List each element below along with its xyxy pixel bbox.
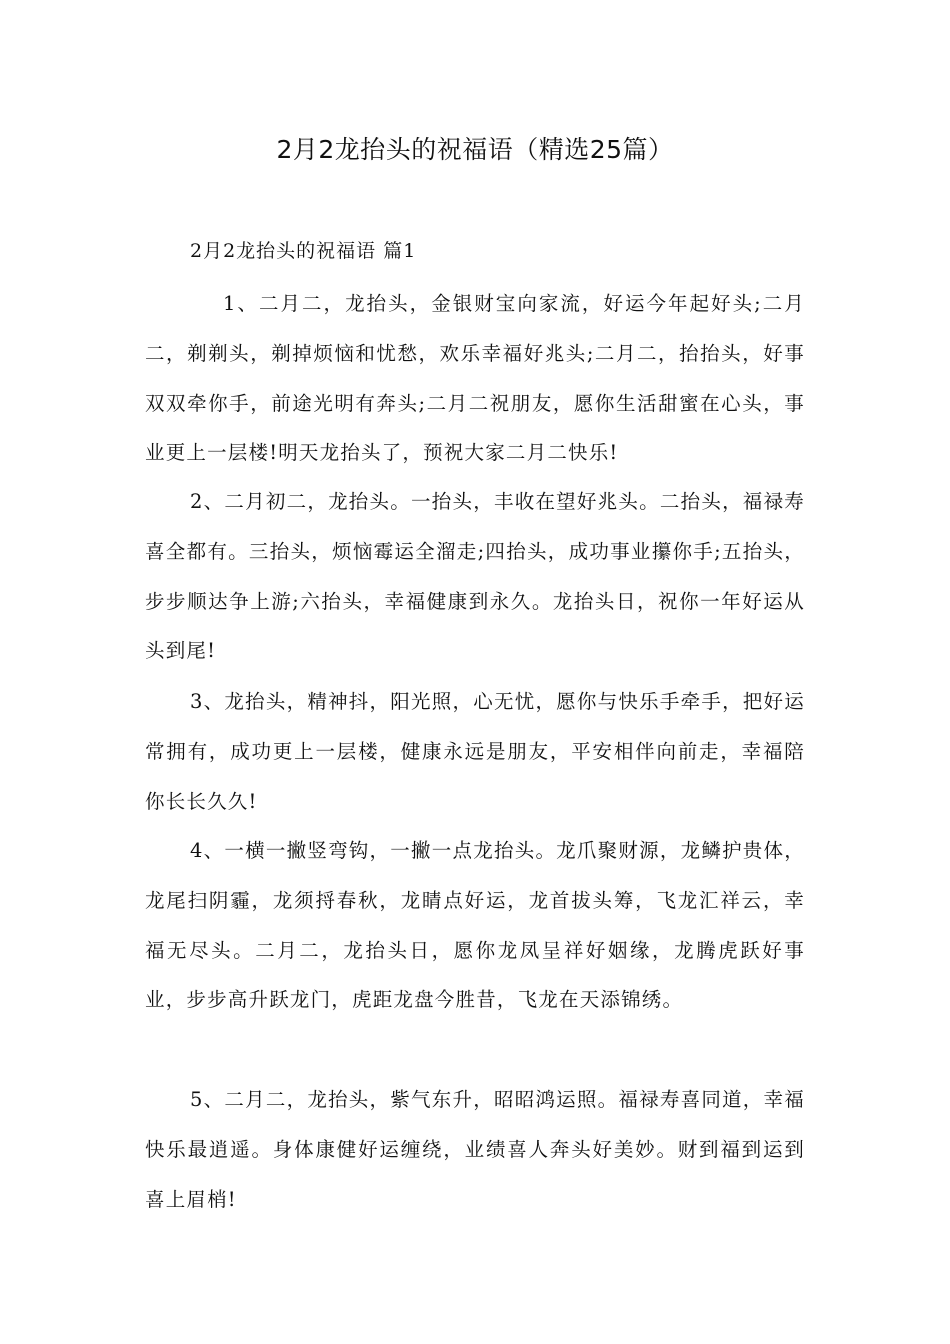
paragraph-4: 4、一横一撇竖弯钩，一撇一点龙抬头。龙爪聚财源，龙鳞护贵体，龙尾扫阴霾，龙须捋春秋，龙睛点好运，龙首拔头筹，飞龙汇祥云，幸福无尽头。二月二，龙抬头日，愿你龙凤呈祥好姻缘，龙腾虎跃好事业，步步高升跃龙门，虎距龙盘今胜昔，飞龙在天添锦绣。 [145, 839, 805, 1012]
paragraph-1: 1、二月二，龙抬头，金银财宝向家流，好运今年起好头;二月二，剃剃头，剃掉烦恼和忧愁，欢乐幸福好兆头;二月二，抬抬头，好事双双牵你手，前途光明有奔头;二月二祝朋友，愿你生活甜蜜在心头，事业更上一层楼!明天龙抬头了，预祝大家二月二快乐! [145, 292, 805, 465]
paragraph-5: 5、二月二，龙抬头，紫气东升，昭昭鸿运照。福禄寿喜同道，幸福快乐最逍遥。身体康健好运缠绕，业绩喜人奔头好美妙。财到福到运到喜上眉梢! [145, 1088, 805, 1211]
section-heading: 2月2龙抬头的祝福语 篇1 [190, 240, 417, 262]
document-title: 2月2龙抬头的祝福语（精选25篇） [276, 135, 674, 164]
paragraph-2: 2、二月初二，龙抬头。一抬头，丰收在望好兆头。二抬头，福禄寿喜全都有。三抬头，烦恼霉运全溜走;四抬头，成功事业攥你手;五抬头，步步顺达争上游;六抬头，幸福健康到永久。龙抬头日，祝你一年好运从头到尾! [145, 490, 805, 663]
paragraph-3: 3、龙抬头，精神抖，阳光照，心无忧，愿你与快乐手牵手，把好运常拥有，成功更上一层楼，健康永远是朋友，平安相伴向前走，幸福陪你长长久久! [145, 690, 805, 813]
